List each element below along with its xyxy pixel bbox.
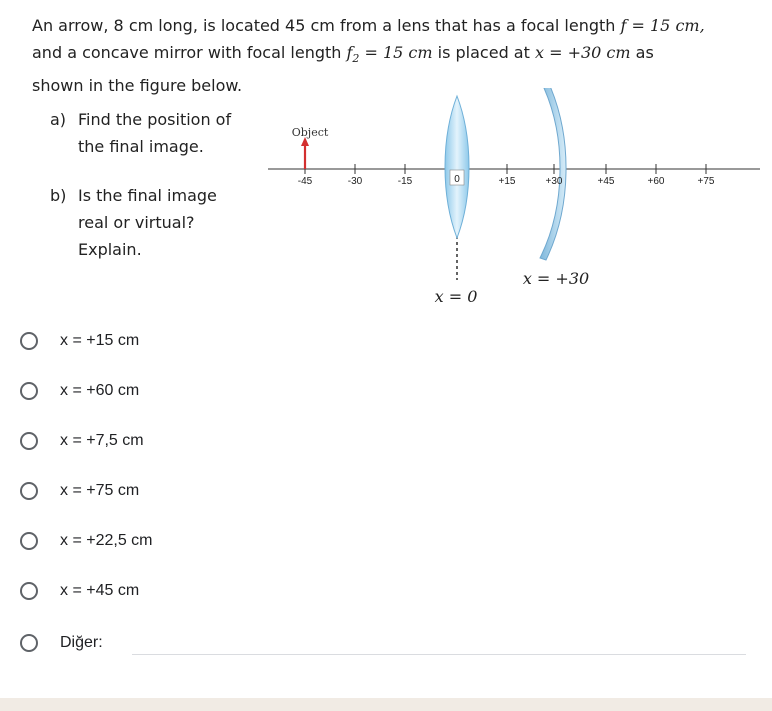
option-x-plus-75[interactable] — [20, 476, 139, 506]
tick-label: +75 — [697, 176, 715, 187]
option-label: x = +75 cm — [60, 482, 140, 499]
part-b-line-2: real or virtual? — [78, 213, 195, 232]
option-x-plus-7-5[interactable] — [20, 426, 144, 456]
option-label: Diğer: — [60, 634, 103, 651]
radio-button[interactable] — [20, 332, 38, 350]
problem-text: An arrow, 8 cm long, is located 45 cm from a lens that has a focal length — [32, 16, 621, 35]
problem-text: is placed at — [432, 43, 535, 62]
tick-label: 0 — [454, 174, 460, 185]
tick-label: +60 — [647, 176, 665, 187]
option-label: x = +7,5 cm — [60, 432, 144, 449]
radio-button[interactable] — [20, 382, 38, 400]
optics-figure — [260, 88, 760, 318]
option-x-plus-22-5[interactable] — [20, 526, 153, 556]
option-label: x = +15 cm — [60, 332, 140, 349]
radio-button[interactable] — [20, 432, 38, 450]
tick-label: -15 — [397, 176, 413, 187]
tick-labels — [298, 174, 715, 187]
part-a — [50, 106, 238, 160]
concave-mirror — [540, 88, 566, 260]
problem-text: as — [630, 43, 654, 62]
converging-lens — [445, 96, 469, 238]
tick-label: -45 — [297, 176, 313, 187]
mirror-position-label: x = +30 — [522, 269, 590, 288]
option-label: x = +45 cm — [60, 582, 140, 599]
part-a-text: Find the position of the final image. — [78, 110, 232, 156]
part-a-label: a) — [50, 110, 67, 129]
optics-diagram — [260, 88, 760, 318]
tick-label: +15 — [498, 176, 516, 187]
problem-statement — [32, 12, 752, 99]
option-other[interactable] — [20, 628, 103, 658]
option-x-plus-60[interactable] — [20, 376, 139, 406]
tick-label: +30 — [545, 176, 563, 187]
option-label: x = +60 cm — [60, 382, 140, 399]
tick-label: +45 — [597, 176, 615, 187]
option-x-plus-15[interactable] — [20, 326, 139, 356]
problem-text: and a concave mirror with focal length — [32, 43, 347, 62]
option-label: x = +22,5 cm — [60, 532, 153, 549]
part-b-text — [78, 182, 217, 263]
other-text-input[interactable] — [132, 654, 746, 655]
footer-band — [0, 698, 772, 711]
part-b-label: b) — [50, 186, 67, 205]
math-f2: $f_2 = 15$ cm — [346, 43, 433, 66]
part-b-line-3: Explain. — [78, 240, 142, 259]
part-b-line-1: Is the final image — [78, 186, 217, 205]
tick-label: -30 — [347, 176, 363, 187]
part-b — [50, 182, 217, 263]
problem-line-1 — [32, 12, 752, 39]
option-x-plus-45[interactable] — [20, 576, 139, 606]
problem-line-3: shown in the figure below. — [32, 76, 243, 96]
problem-line-2 — [32, 39, 752, 72]
radio-button[interactable] — [20, 532, 38, 550]
lens-position-label: x = 0 — [434, 287, 478, 306]
radio-button[interactable] — [20, 582, 38, 600]
radio-button[interactable] — [20, 634, 38, 652]
radio-button[interactable] — [20, 482, 38, 500]
math-mirror-position: x = +30 cm — [534, 43, 631, 62]
object-label: Object — [291, 126, 329, 139]
math-focal-length: f = 15 cm, — [620, 16, 705, 35]
